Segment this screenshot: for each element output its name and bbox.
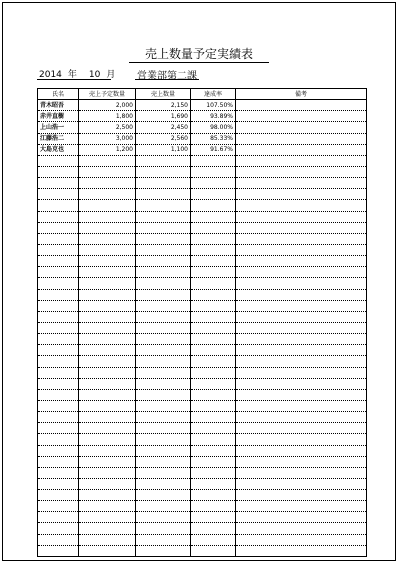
table-cell: 江藤浩二 — [38, 133, 79, 144]
table-cell — [191, 178, 236, 189]
table-cell — [191, 434, 236, 445]
table-cell — [79, 478, 136, 489]
table-cell — [236, 545, 367, 556]
table-cell — [236, 467, 367, 478]
table-cell — [136, 478, 191, 489]
empty-table-row — [38, 412, 367, 423]
table-cell — [79, 467, 136, 478]
table-cell — [38, 267, 79, 278]
table-cell — [136, 412, 191, 423]
table-cell — [236, 256, 367, 267]
table-cell — [38, 178, 79, 189]
table-row — [38, 122, 367, 133]
empty-table-row — [38, 244, 367, 255]
table-cell — [191, 345, 236, 356]
table-cell — [79, 267, 136, 278]
table-cell — [136, 334, 191, 345]
table-cell — [38, 512, 79, 523]
table-cell — [79, 412, 136, 423]
table-cell — [38, 412, 79, 423]
table-cell — [79, 311, 136, 322]
table-cell — [236, 155, 367, 166]
table-cell — [38, 256, 79, 267]
table-cell — [191, 356, 236, 367]
empty-table-row — [38, 434, 367, 445]
table-cell — [38, 423, 79, 434]
table-cell — [79, 345, 136, 356]
table-cell — [191, 534, 236, 545]
table-cell — [79, 200, 136, 211]
empty-table-row — [38, 545, 367, 556]
table-cell — [191, 256, 236, 267]
empty-table-row — [38, 456, 367, 467]
empty-table-row — [38, 389, 367, 400]
period-year-unit: 年 — [67, 70, 77, 80]
table-cell — [136, 256, 191, 267]
empty-table-row — [38, 233, 367, 244]
table-row — [38, 100, 367, 111]
table-cell: 107.50% — [191, 100, 236, 111]
table-cell — [38, 456, 79, 467]
empty-table-row — [38, 356, 367, 367]
table-cell — [236, 456, 367, 467]
empty-table-row — [38, 311, 367, 322]
table-cell — [191, 166, 236, 177]
table-cell — [236, 523, 367, 534]
table-cell — [136, 278, 191, 289]
table-cell — [191, 189, 236, 200]
header-planned-qty: 売上予定数量 — [79, 89, 136, 100]
table-cell: 上山浩一 — [38, 122, 79, 133]
empty-table-row — [38, 334, 367, 345]
table-cell — [191, 412, 236, 423]
table-cell: 赤井直樹 — [38, 111, 79, 122]
table-cell — [79, 445, 136, 456]
table-cell — [236, 322, 367, 333]
table-cell — [236, 100, 367, 111]
table-cell — [136, 200, 191, 211]
table-cell — [136, 545, 191, 556]
table-cell — [136, 189, 191, 200]
empty-table-row — [38, 300, 367, 311]
table-cell — [136, 222, 191, 233]
table-cell — [191, 512, 236, 523]
table-cell — [236, 111, 367, 122]
table-cell — [79, 434, 136, 445]
table-cell — [191, 523, 236, 534]
table-cell — [79, 256, 136, 267]
table-cell: 2,000 — [79, 100, 136, 111]
table-cell — [79, 155, 136, 166]
table-cell — [38, 389, 79, 400]
period-underline — [37, 79, 111, 80]
table-cell — [79, 334, 136, 345]
table-cell — [236, 501, 367, 512]
table-cell — [38, 356, 79, 367]
empty-table-row — [38, 278, 367, 289]
table-cell — [236, 412, 367, 423]
table-cell — [79, 356, 136, 367]
table-cell — [136, 178, 191, 189]
header-remarks: 備考 — [236, 89, 367, 100]
table-cell — [136, 356, 191, 367]
table-cell — [236, 166, 367, 177]
table-cell — [38, 345, 79, 356]
table-cell — [38, 378, 79, 389]
table-row — [38, 133, 367, 144]
table-cell — [236, 233, 367, 244]
table-row — [38, 111, 367, 122]
table-cell — [38, 334, 79, 345]
table-cell — [79, 233, 136, 244]
table-cell — [236, 490, 367, 501]
table-cell — [136, 445, 191, 456]
period-year: 2014 — [39, 70, 62, 80]
table-cell: 1,200 — [79, 144, 136, 155]
table-cell — [38, 300, 79, 311]
table-cell — [191, 478, 236, 489]
table-cell — [136, 456, 191, 467]
table-cell — [79, 367, 136, 378]
empty-table-row — [38, 345, 367, 356]
table-cell — [236, 222, 367, 233]
empty-table-row — [38, 256, 367, 267]
table-cell — [38, 434, 79, 445]
table-cell — [38, 490, 79, 501]
table-cell — [79, 278, 136, 289]
table-header-row — [38, 89, 367, 100]
table-cell — [236, 400, 367, 411]
table-cell: 1,100 — [136, 144, 191, 155]
table-cell — [236, 389, 367, 400]
table-cell — [191, 501, 236, 512]
table-cell: 98.00% — [191, 122, 236, 133]
table-cell — [79, 389, 136, 400]
document-title: 売上数量予定実績表 — [3, 45, 395, 62]
table-cell — [136, 501, 191, 512]
table-cell — [236, 378, 367, 389]
table-cell — [191, 456, 236, 467]
table-cell — [236, 300, 367, 311]
table-cell — [79, 244, 136, 255]
table-cell — [79, 512, 136, 523]
empty-table-row — [38, 445, 367, 456]
table-cell — [136, 211, 191, 222]
table-cell: 3,000 — [79, 133, 136, 144]
table-cell — [191, 423, 236, 434]
table-cell — [191, 400, 236, 411]
table-cell — [136, 155, 191, 166]
table-cell — [236, 122, 367, 133]
table-cell — [79, 456, 136, 467]
table-cell — [136, 378, 191, 389]
header-actual-qty: 売上数量 — [136, 89, 191, 100]
header-achievement-rate: 達成率 — [191, 89, 236, 100]
table-cell — [38, 189, 79, 200]
table-cell — [236, 200, 367, 211]
table-cell — [236, 267, 367, 278]
table-cell — [136, 523, 191, 534]
table-cell — [79, 423, 136, 434]
empty-table-row — [38, 490, 367, 501]
table-cell — [38, 233, 79, 244]
table-cell — [38, 211, 79, 222]
table-cell — [38, 311, 79, 322]
table-cell: 1,800 — [79, 111, 136, 122]
table-cell — [38, 445, 79, 456]
table-cell — [79, 322, 136, 333]
empty-table-row — [38, 200, 367, 211]
department-underline — [135, 79, 199, 80]
table-cell — [38, 278, 79, 289]
empty-table-row — [38, 501, 367, 512]
empty-table-row — [38, 189, 367, 200]
empty-table-row — [38, 523, 367, 534]
table-cell — [191, 311, 236, 322]
table-cell — [191, 467, 236, 478]
table-cell — [191, 200, 236, 211]
table-cell — [38, 322, 79, 333]
table-cell — [38, 155, 79, 166]
table-cell — [79, 289, 136, 300]
table-cell: 2,560 — [136, 133, 191, 144]
table-cell — [136, 389, 191, 400]
table-cell — [191, 278, 236, 289]
table-cell — [191, 289, 236, 300]
table-cell — [236, 178, 367, 189]
table-cell — [236, 445, 367, 456]
table-cell — [236, 423, 367, 434]
table-cell — [191, 334, 236, 345]
table-cell — [136, 233, 191, 244]
empty-table-row — [38, 478, 367, 489]
table-cell — [38, 166, 79, 177]
table-cell: 大島克也 — [38, 144, 79, 155]
table-cell — [136, 289, 191, 300]
table-cell — [79, 400, 136, 411]
table-cell — [236, 356, 367, 367]
table-cell — [38, 244, 79, 255]
table-cell — [79, 490, 136, 501]
table-cell — [136, 166, 191, 177]
table-cell — [236, 189, 367, 200]
table-cell — [191, 233, 236, 244]
empty-table-row — [38, 178, 367, 189]
empty-table-row — [38, 378, 367, 389]
table-cell: 2,500 — [79, 122, 136, 133]
table-cell — [136, 490, 191, 501]
table-cell — [236, 311, 367, 322]
table-cell — [136, 534, 191, 545]
table-cell — [236, 278, 367, 289]
table-cell — [191, 378, 236, 389]
table-cell — [38, 545, 79, 556]
table-cell — [79, 178, 136, 189]
table-cell — [191, 267, 236, 278]
table-cell — [38, 289, 79, 300]
table-cell — [136, 322, 191, 333]
table-cell: 青木昭吾 — [38, 100, 79, 111]
empty-table-row — [38, 512, 367, 523]
table-cell: 85.33% — [191, 133, 236, 144]
table-cell: 2,150 — [136, 100, 191, 111]
table-cell: 1,690 — [136, 111, 191, 122]
empty-table-row — [38, 267, 367, 278]
table-cell — [79, 166, 136, 177]
empty-table-row — [38, 467, 367, 478]
table-cell — [38, 467, 79, 478]
table-cell — [191, 222, 236, 233]
empty-table-row — [38, 155, 367, 166]
empty-table-row — [38, 400, 367, 411]
header-name: 氏名 — [38, 89, 79, 100]
table-row — [38, 144, 367, 155]
table-cell — [79, 378, 136, 389]
table-cell — [79, 501, 136, 512]
table-cell — [38, 400, 79, 411]
table-cell — [79, 545, 136, 556]
empty-table-row — [38, 423, 367, 434]
table-cell — [191, 367, 236, 378]
table-cell — [236, 534, 367, 545]
sales-table — [37, 88, 367, 557]
table-cell — [236, 133, 367, 144]
table-cell — [136, 434, 191, 445]
table-cell — [136, 300, 191, 311]
table-cell — [236, 434, 367, 445]
empty-table-row — [38, 211, 367, 222]
table-cell — [79, 534, 136, 545]
table-cell — [79, 222, 136, 233]
table-cell — [136, 345, 191, 356]
table-cell — [191, 445, 236, 456]
table-cell — [136, 512, 191, 523]
table-cell — [191, 211, 236, 222]
table-cell — [191, 545, 236, 556]
table-cell: 91.67% — [191, 144, 236, 155]
empty-table-row — [38, 367, 367, 378]
table-cell — [38, 478, 79, 489]
table-cell — [38, 523, 79, 534]
table-cell — [191, 389, 236, 400]
empty-table-row — [38, 322, 367, 333]
table-cell — [191, 155, 236, 166]
table-cell — [236, 334, 367, 345]
table-cell — [79, 523, 136, 534]
table-cell: 93.89% — [191, 111, 236, 122]
table-cell — [38, 222, 79, 233]
table-cell — [236, 244, 367, 255]
table-cell — [136, 267, 191, 278]
table-cell — [136, 311, 191, 322]
table-cell — [191, 490, 236, 501]
empty-table-row — [38, 222, 367, 233]
table-cell — [236, 512, 367, 523]
table-cell: 2,450 — [136, 122, 191, 133]
empty-table-row — [38, 534, 367, 545]
table-cell — [136, 244, 191, 255]
table-cell — [38, 367, 79, 378]
table-cell — [136, 367, 191, 378]
department-label: 営業部第二課 — [137, 71, 197, 82]
table-cell — [38, 501, 79, 512]
table-cell — [79, 211, 136, 222]
table-cell — [191, 244, 236, 255]
table-cell — [236, 345, 367, 356]
table-cell — [236, 478, 367, 489]
table-cell — [79, 189, 136, 200]
empty-table-row — [38, 289, 367, 300]
table-cell — [236, 289, 367, 300]
table-cell — [236, 211, 367, 222]
table-cell — [136, 400, 191, 411]
table-cell — [38, 200, 79, 211]
table-cell — [191, 322, 236, 333]
period-month: 10 — [88, 70, 101, 80]
table-cell — [136, 423, 191, 434]
table-cell — [38, 534, 79, 545]
table-cell — [79, 300, 136, 311]
empty-table-row — [38, 166, 367, 177]
page-frame — [2, 2, 396, 561]
table-cell — [136, 467, 191, 478]
table-cell — [191, 300, 236, 311]
table-cell — [236, 367, 367, 378]
table-cell — [236, 144, 367, 155]
period-month-unit: 月 — [106, 70, 116, 80]
